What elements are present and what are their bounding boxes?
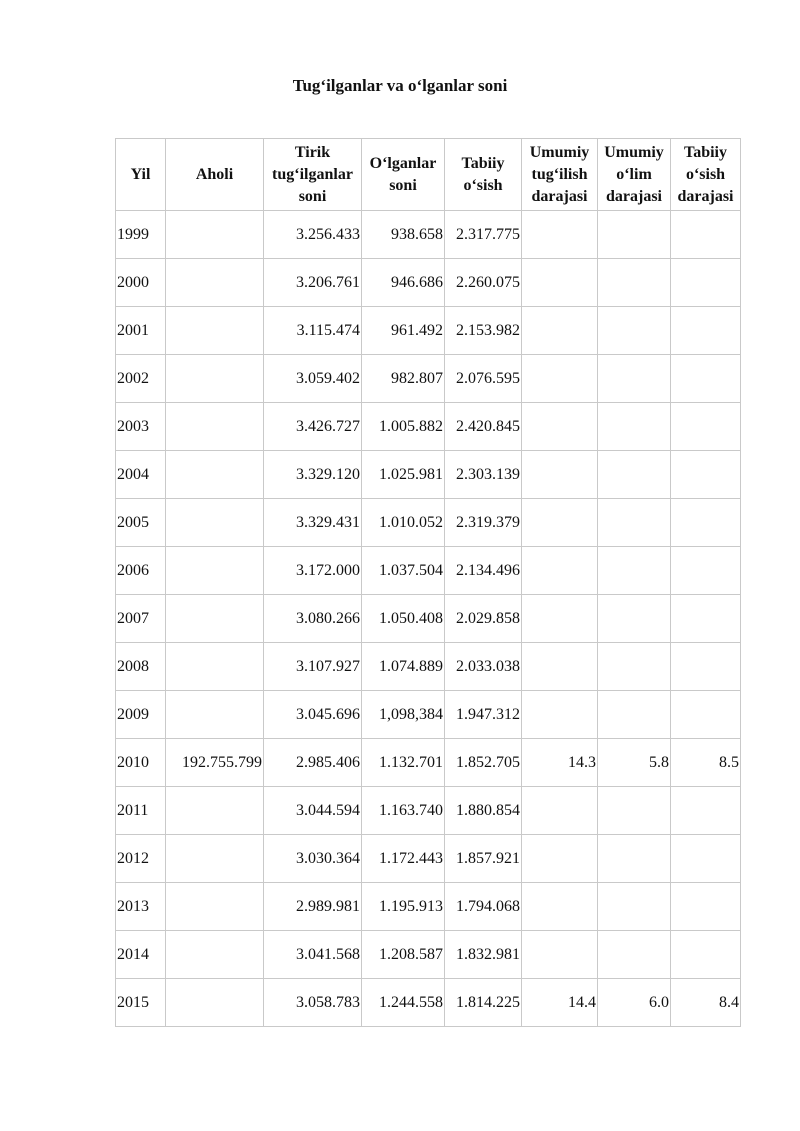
cell-population [166,787,264,835]
cell-deaths: 1.074.889 [362,643,445,691]
cell-death-rate [598,787,671,835]
cell-births: 3.256.433 [264,211,362,259]
cell-birth-rate [522,211,598,259]
header-row [116,139,741,211]
cell-birth-rate [522,643,598,691]
header-birth-rate: Umumiy tug‘ilish darajasi [522,139,598,211]
cell-growth-rate [671,499,741,547]
cell-year: 2015 [116,979,166,1027]
births-deaths-table [115,138,741,1027]
header-population: Aholi [166,139,264,211]
table-row [116,595,741,643]
cell-population [166,835,264,883]
cell-deaths: 1.163.740 [362,787,445,835]
cell-growth-rate [671,787,741,835]
cell-growth-rate [671,547,741,595]
header-natural-growth: Tabiiy o‘sish [445,139,522,211]
cell-death-rate [598,403,671,451]
cell-deaths: 961.492 [362,307,445,355]
cell-growth-rate: 8.4 [671,979,741,1027]
cell-deaths: 1.005.882 [362,403,445,451]
cell-growth-rate [671,211,741,259]
cell-deaths: 1.195.913 [362,883,445,931]
cell-year: 2014 [116,931,166,979]
cell-births: 3.058.783 [264,979,362,1027]
cell-births: 3.030.364 [264,835,362,883]
cell-natural-growth: 2.134.496 [445,547,522,595]
table-row [116,451,741,499]
cell-death-rate [598,883,671,931]
cell-births: 3.045.696 [264,691,362,739]
cell-birth-rate: 14.4 [522,979,598,1027]
cell-natural-growth: 2.033.038 [445,643,522,691]
cell-birth-rate [522,403,598,451]
cell-growth-rate: 8.5 [671,739,741,787]
table-row [116,643,741,691]
table-row [116,739,741,787]
header-deaths: O‘lganlar soni [362,139,445,211]
table-row [116,499,741,547]
cell-birth-rate [522,259,598,307]
cell-growth-rate [671,403,741,451]
cell-death-rate [598,547,671,595]
cell-death-rate: 6.0 [598,979,671,1027]
cell-natural-growth: 2.029.858 [445,595,522,643]
table-row [116,883,741,931]
cell-birth-rate [522,307,598,355]
cell-population [166,259,264,307]
cell-death-rate [598,691,671,739]
header-death-rate: Umumiy o‘lim darajasi [598,139,671,211]
cell-population [166,307,264,355]
cell-natural-growth: 1.852.705 [445,739,522,787]
table-body [116,211,741,1027]
cell-population [166,355,264,403]
table-row [116,691,741,739]
cell-birth-rate [522,883,598,931]
cell-birth-rate [522,691,598,739]
page-title: Tug‘ilganlar va o‘lganlar soni [292,76,508,95]
cell-birth-rate [522,547,598,595]
cell-natural-growth: 2.303.139 [445,451,522,499]
cell-birth-rate [522,355,598,403]
table-row [116,979,741,1027]
cell-birth-rate: 14.3 [522,739,598,787]
table-row [116,355,741,403]
cell-births: 2.985.406 [264,739,362,787]
table-row [116,547,741,595]
header-births: Tirik tug‘ilganlar soni [264,139,362,211]
cell-year: 2009 [116,691,166,739]
cell-death-rate [598,499,671,547]
cell-births: 3.426.727 [264,403,362,451]
cell-population [166,931,264,979]
cell-deaths: 1.244.558 [362,979,445,1027]
cell-year: 2008 [116,643,166,691]
cell-natural-growth: 1.794.068 [445,883,522,931]
cell-population [166,883,264,931]
cell-natural-growth: 1.814.225 [445,979,522,1027]
cell-births: 3.044.594 [264,787,362,835]
cell-growth-rate [671,595,741,643]
cell-year: 2013 [116,883,166,931]
cell-death-rate [598,643,671,691]
cell-births: 3.080.266 [264,595,362,643]
cell-natural-growth: 2.420.845 [445,403,522,451]
cell-natural-growth: 2.260.075 [445,259,522,307]
cell-year: 2012 [116,835,166,883]
cell-deaths: 1.037.504 [362,547,445,595]
cell-births: 3.107.927 [264,643,362,691]
cell-growth-rate [671,355,741,403]
cell-death-rate: 5.8 [598,739,671,787]
cell-year: 1999 [116,211,166,259]
cell-population [166,211,264,259]
cell-birth-rate [522,787,598,835]
cell-natural-growth: 2.076.595 [445,355,522,403]
cell-death-rate [598,211,671,259]
table-row [116,211,741,259]
cell-deaths: 1.050.408 [362,595,445,643]
cell-natural-growth: 1.947.312 [445,691,522,739]
cell-deaths: 1.025.981 [362,451,445,499]
cell-birth-rate [522,499,598,547]
cell-population [166,595,264,643]
table-row [116,931,741,979]
cell-year: 2007 [116,595,166,643]
cell-growth-rate [671,451,741,499]
header-year: Yil [116,139,166,211]
cell-year: 2006 [116,547,166,595]
cell-births: 3.041.568 [264,931,362,979]
cell-deaths: 1.172.443 [362,835,445,883]
cell-death-rate [598,259,671,307]
cell-natural-growth: 2.153.982 [445,307,522,355]
cell-growth-rate [671,259,741,307]
cell-births: 3.115.474 [264,307,362,355]
cell-population [166,691,264,739]
cell-population [166,499,264,547]
cell-year: 2004 [116,451,166,499]
cell-growth-rate [671,835,741,883]
cell-deaths: 938.658 [362,211,445,259]
table-row [116,403,741,451]
cell-population [166,403,264,451]
table-row [116,259,741,307]
cell-year: 2011 [116,787,166,835]
cell-population [166,547,264,595]
cell-deaths: 1.208.587 [362,931,445,979]
cell-death-rate [598,451,671,499]
cell-deaths: 1.132.701 [362,739,445,787]
cell-birth-rate [522,451,598,499]
cell-death-rate [598,931,671,979]
cell-births: 3.329.431 [264,499,362,547]
cell-births: 3.206.761 [264,259,362,307]
cell-death-rate [598,835,671,883]
cell-year: 2001 [116,307,166,355]
header-growth-rate: Tabiiy o‘sish darajasi [671,139,741,211]
cell-births: 3.172.000 [264,547,362,595]
cell-year: 2005 [116,499,166,547]
cell-birth-rate [522,835,598,883]
cell-natural-growth: 2.317.775 [445,211,522,259]
cell-death-rate [598,595,671,643]
cell-deaths: 982.807 [362,355,445,403]
cell-growth-rate [671,691,741,739]
cell-growth-rate [671,643,741,691]
cell-birth-rate [522,931,598,979]
cell-natural-growth: 1.832.981 [445,931,522,979]
cell-growth-rate [671,307,741,355]
table-row [116,307,741,355]
cell-growth-rate [671,931,741,979]
cell-natural-growth: 1.857.921 [445,835,522,883]
cell-year: 2002 [116,355,166,403]
cell-births: 3.059.402 [264,355,362,403]
cell-deaths: 946.686 [362,259,445,307]
cell-population [166,451,264,499]
cell-deaths: 1.010.052 [362,499,445,547]
cell-death-rate [598,355,671,403]
cell-growth-rate [671,883,741,931]
cell-natural-growth: 2.319.379 [445,499,522,547]
cell-year: 2000 [116,259,166,307]
cell-births: 3.329.120 [264,451,362,499]
cell-population [166,643,264,691]
table-row [116,787,741,835]
cell-natural-growth: 1.880.854 [445,787,522,835]
cell-birth-rate [522,595,598,643]
cell-population [166,979,264,1027]
cell-year: 2003 [116,403,166,451]
cell-year: 2010 [116,739,166,787]
cell-deaths: 1,098,384 [362,691,445,739]
cell-births: 2.989.981 [264,883,362,931]
cell-population: 192.755.799 [166,739,264,787]
table-row [116,835,741,883]
cell-death-rate [598,307,671,355]
